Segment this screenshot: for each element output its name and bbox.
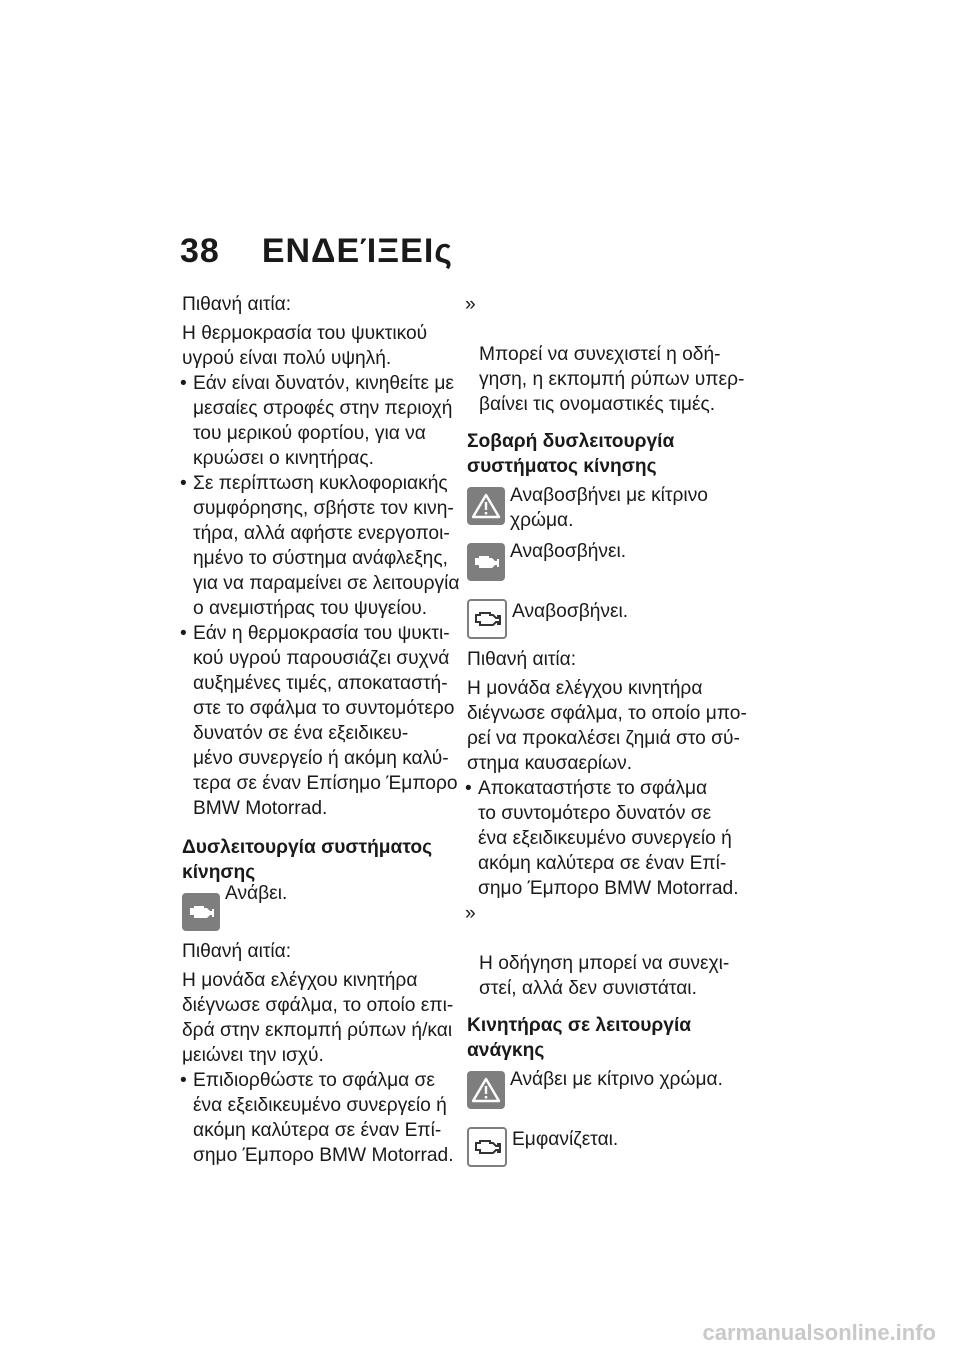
indicator-text: Αναβοσβήνει με κίτρινο χρώμα.	[510, 485, 708, 531]
cause-label: Πιθανή αιτία:	[182, 294, 292, 315]
indicator-row	[467, 483, 757, 533]
cause-label: Πιθανή αιτία:	[182, 941, 292, 962]
page-number: 38	[180, 232, 220, 270]
indicator-row	[467, 595, 757, 639]
warning-triangle-icon	[467, 1071, 505, 1109]
bullet-item: • Εάν είναι δυνατόν, κινηθείτε με μεσαίες στροφές στην περιοχή του μερικού φορτίου, για να κρυώσει ο κινητήρας.	[182, 371, 462, 471]
engine-check-icon	[467, 543, 505, 581]
warning-triangle-icon	[467, 487, 505, 525]
bullet-item: • Σε περίπτωση κυκλοφοριακής συμφόρησης, σβήστε τον κινη- τήρα, αλλά αφήστε ενεργοποι- ημένο το σύστημα ανάφλεξης, για να παραμείνει σε λειτουργία ο ανεμιστήρας του ψυγείου.	[182, 471, 462, 621]
cause-text: Η μονάδα ελέγχου κινητήρα διέγνωσε σφάλμα, το οποίο επι- δρά στην εκπομπή ρύπων ή/και μειώνει την ισχύ.	[182, 970, 454, 1066]
cause-text: Η μονάδα ελέγχου κινητήρα διέγνωσε σφάλμα, το οποίο μπο- ρεί να προκαλέσει ζημιά στο σύ- στημα καυσαερίων.	[467, 678, 747, 774]
section-heading: Κινητήρας σε λειτουργία ανάγκης	[467, 1015, 692, 1061]
left-column	[182, 292, 462, 1168]
indicator-text: Εμφανίζεται.	[512, 1129, 619, 1150]
indicator-row	[467, 1067, 757, 1109]
indicator-row	[467, 1123, 757, 1167]
arrow-mark: »	[465, 903, 476, 924]
result-item	[467, 292, 757, 417]
indicator-text: Ανάβει με κίτρινο χρώμα.	[510, 1069, 723, 1090]
engine-check-icon	[182, 893, 220, 931]
page-header	[180, 232, 453, 271]
result-item	[467, 901, 757, 1001]
indicator-text: Αναβοσβήνει.	[510, 541, 627, 562]
engine-outline-icon	[467, 599, 507, 639]
indicator-row	[467, 539, 757, 581]
bullet-item: • Αποκαταστήστε το σφάλμα το συντομότερο δυνατόν σε ένα εξειδικευμένο συνεργείο ή ακόμη καλύτερα σε έναν Επί- σημο Έμπορο BMW Motorrad.	[467, 776, 757, 901]
indicator-text: Αναβοσβήνει.	[512, 601, 629, 622]
section-heading: Δυσλειτουργία συστήματος κίνησης	[182, 837, 433, 883]
cause-label: Πιθανή αιτία:	[467, 649, 577, 670]
engine-outline-icon	[467, 1127, 507, 1167]
indicator-text: Ανάβει.	[225, 883, 288, 904]
bullet-item: • Εάν η θερμοκρασία του ψυκτι- κού υγρού παρουσιάζει συχνά αυξημένες τιμές, αποκαταστή- στε το σφάλμα το συντομότερο δυνατόν σε ένα εξειδικευ- μένο συνεργείο ή ακόμη καλύ- τερα σε έναν Επίσημο Έμπορο BMW Motorrad.	[182, 621, 462, 821]
watermark: carmanualsonline.info	[702, 1320, 936, 1345]
result-text: Μπορεί να συνεχιστεί η οδή- γηση, η εκπομπή ρύπων υπερ- βαίνει τις ονομαστικές τιμές.	[479, 344, 745, 415]
indicator-row	[182, 883, 462, 931]
result-text: Η οδήγηση μπορεί να συνεχι- στεί, αλλά δεν συνιστάται.	[479, 953, 730, 999]
section-heading: Σοβαρή δυσλειτουργία συστήματος κίνησης	[467, 431, 675, 477]
cause-text: Η θερμοκρασία του ψυκτικού υγρού είναι πολύ υψηλή.	[182, 323, 428, 369]
arrow-mark: »	[465, 294, 476, 315]
page-title: ΕΝΔΕΊΞΕΙς	[261, 232, 453, 270]
bullet-item: • Επιδιορθώστε το σφάλμα σε ένα εξειδικευμένο συνεργείο ή ακόμη καλύτερα σε έναν Επί- σημο Έμπορο BMW Motorrad.	[182, 1068, 462, 1168]
right-column	[467, 292, 757, 1167]
